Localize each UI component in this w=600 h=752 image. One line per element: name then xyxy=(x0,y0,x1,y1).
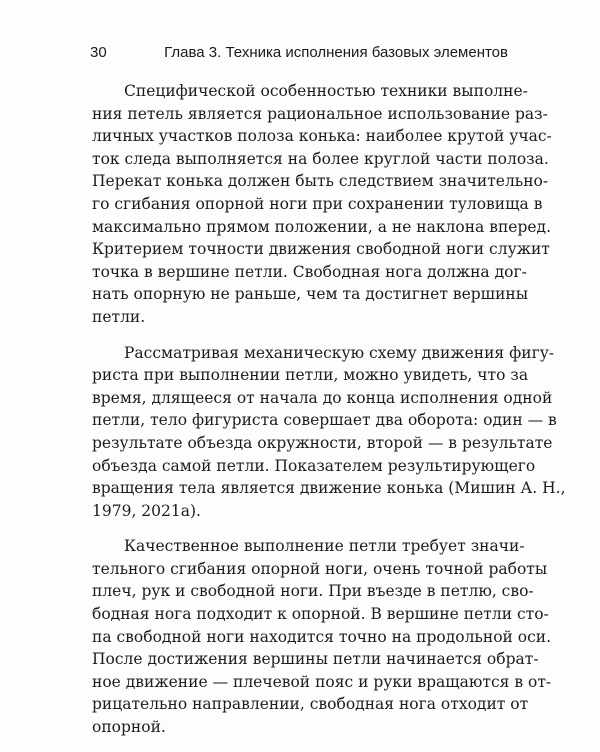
text-line: Специфической особенностью техники выполне- xyxy=(124,82,528,100)
text-line: Критерием точности движения свободной ноги служит xyxy=(92,240,550,259)
text-line: Перекат конька должен быть следствием значительно- xyxy=(92,172,549,191)
text-line: результате объезда окружности, второй — в результате xyxy=(92,433,553,452)
body-text xyxy=(92,80,566,752)
text-line: плеч, рук и свободной ноги. При въезде в петлю, сво- xyxy=(92,582,534,601)
text-line: нать опорную не раньше, чем та достигнет вершины xyxy=(92,285,529,304)
running-head: Глава 3. Техника исполнения базовых элементов xyxy=(164,44,508,61)
text-line: ток следа выполняется на более круглой части полоза. xyxy=(92,149,549,168)
paragraph-2 xyxy=(92,342,566,523)
text-line: время, длящееся от начала до конца исполнения одной xyxy=(92,388,553,407)
text-line: рицательно направлении, свободная нога отходит от xyxy=(92,695,529,714)
paragraph-3 xyxy=(92,535,552,738)
text-line: 1979, 2021a). xyxy=(92,501,201,520)
page-number: 30 xyxy=(90,44,107,61)
paragraph-1 xyxy=(92,80,552,329)
text-line: па свободной ноги находится точно на продольной оси. xyxy=(92,627,552,646)
text-line: бодная нога подходит к опорной. В вершине петли сто- xyxy=(92,605,549,624)
text-line: ное движение — плечевой пояс и руки вращаются в от- xyxy=(92,672,552,691)
text-line: точка в вершине петли. Свободная нога должна дог- xyxy=(92,262,527,281)
text-line: петли, тело фигуриста совершает два оборота: один — в xyxy=(92,411,557,430)
text-line: личных участков полоза конька: наиболее крутой учас- xyxy=(92,127,552,146)
text-line: тельного сгибания опорной ноги, очень точной работы xyxy=(92,559,548,578)
text-line: вращения тела является движение конька (Мишин А. Н., xyxy=(92,479,566,498)
text-line: опорной. xyxy=(92,718,166,737)
text-line: объезда самой петли. Показателем результирующего xyxy=(92,456,536,475)
text-line: риста при выполнении петли, можно увидеть, что за xyxy=(92,366,529,385)
text-line: го сгибания опорной ноги при сохранении туловища в xyxy=(92,194,543,213)
text-line: После достижения вершины петли начинается обрат- xyxy=(92,650,539,669)
text-line: максимально прямом положении, а не наклона вперед. xyxy=(92,217,552,236)
text-line: Качественное выполнение петли требует значи- xyxy=(124,537,525,556)
text-line: ния петель является рациональное использование раз- xyxy=(92,104,548,123)
text-line: Рассматривая механическую схему движения фигу- xyxy=(124,343,555,362)
text-line: петли. xyxy=(92,307,146,326)
